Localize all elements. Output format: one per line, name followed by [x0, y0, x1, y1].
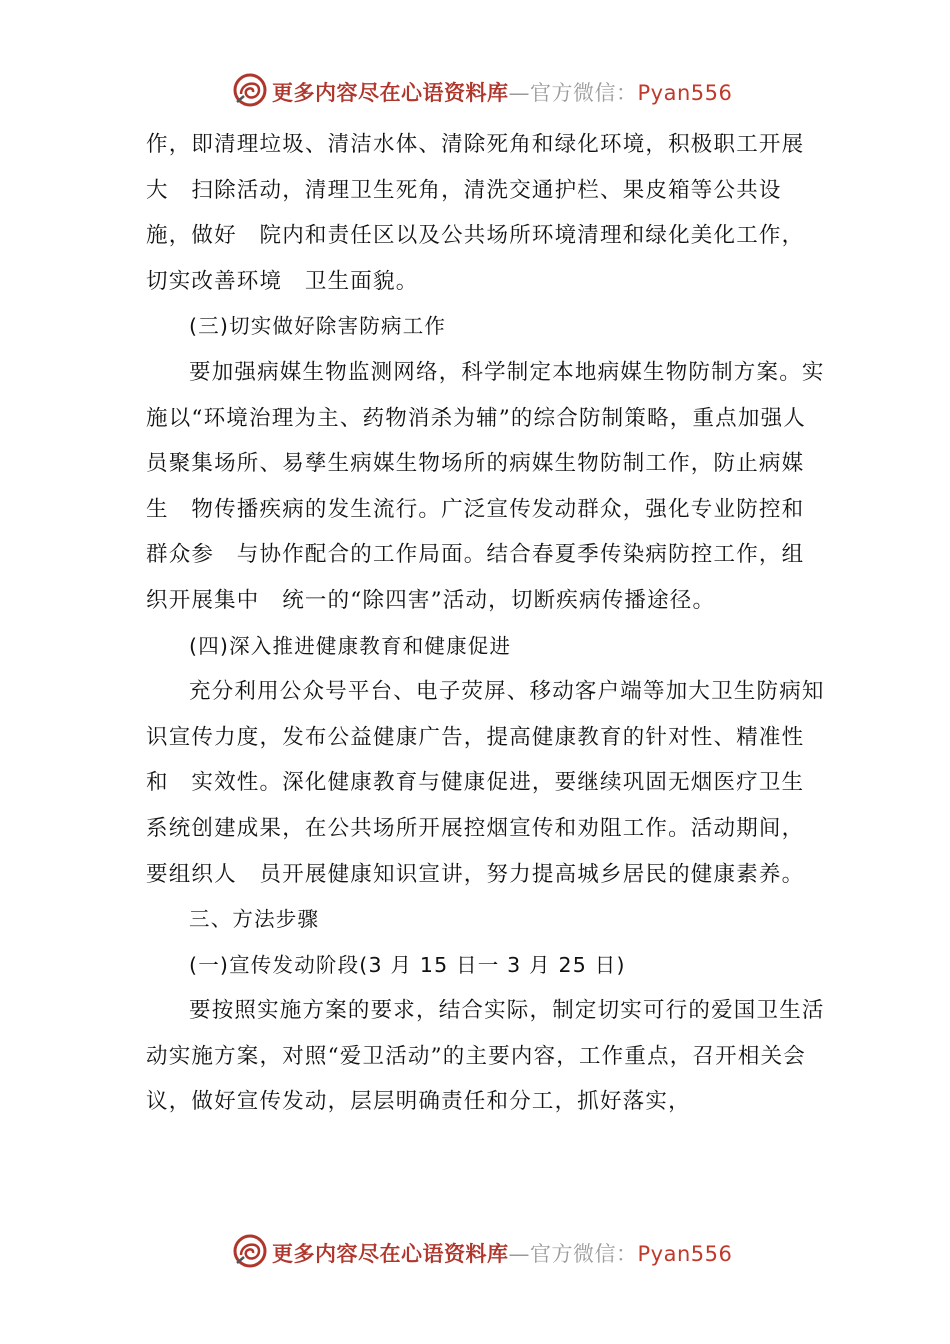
watermark-text — [272, 77, 732, 107]
brain-logo-icon — [232, 1233, 268, 1269]
watermark-text — [272, 1238, 732, 1268]
paragraph-environment: 作，即清理垃圾、清洁水体、清除死角和绿化环境，积极职工开展大 扫除活动，清理卫生死角，清洗交通护栏、果皮箱等公共设施，做好 院内和责任区以及公共场所环境清理和绿化美化工作，切实改善环境 卫生面貌。 — [146, 132, 805, 294]
document-body — [146, 122, 826, 1125]
section-heading-health-education: (四)深入推进健康教育和健康促进 — [189, 633, 512, 658]
footer-watermark — [0, 1233, 950, 1273]
watermark-wechat-id: Pyan556 — [637, 81, 733, 105]
brain-logo-icon — [232, 72, 268, 108]
header-watermark — [0, 72, 950, 112]
section-heading-pest-control: (三)切实做好除害防病工作 — [189, 314, 447, 339]
watermark-main: 更多内容尽在心语资料库 — [272, 81, 509, 105]
paragraph-pest-control: 要加强病媒生物监测网络，科学制定本地病媒生物防制方案。实施以“环境治理为主、药物消杀为辅”的综合防制策略，重点加强人员聚集场所、易孳生病媒生物场所的病媒生物防制工作，防止病媒生 物传播疾病的发生流行。广泛宣传发动群众，强化专业防控和群众参 与协作配合的工作局面。结合春夏季传染病防控工作，组织开展集中 统一的“除四害”活动，切断疾病传播途径。 — [146, 359, 825, 613]
section-heading-methods: 三、方法步骤 — [189, 907, 320, 932]
section-heading-publicity-stage: (一)宣传发动阶段(3 月 15 日一 3 月 25 日) — [189, 952, 626, 977]
watermark-main: 更多内容尽在心语资料库 — [272, 1242, 509, 1266]
watermark-separator: — — [508, 1242, 530, 1266]
watermark-sub: 官方微信： — [530, 81, 638, 105]
paragraph-publicity-stage: 要按照实施方案的要求，结合实际，制定切实可行的爱国卫生活动实施方案，对照“爱卫活动”的主要内容，工作重点，召开相关会议，做好宣传发动，层层明确责任和分工，抓好落实， — [146, 998, 825, 1115]
watermark-wechat-id: Pyan556 — [637, 1242, 733, 1266]
watermark-sub: 官方微信： — [530, 1242, 638, 1266]
watermark-separator: — — [508, 81, 530, 105]
paragraph-health-education: 充分利用公众号平台、电子荧屏、移动客户端等加大卫生防病知识宣传力度，发布公益健康广告，提高健康教育的针对性、精准性和 实效性。深化健康教育与健康促进，要继续巩固无烟医疗卫生系统创建成果，在公共场所开展控烟宣传和劝阻工作。活动期间，要组织人 员开展健康知识宣讲，努力提高城乡居民的健康素养。 — [146, 679, 825, 887]
